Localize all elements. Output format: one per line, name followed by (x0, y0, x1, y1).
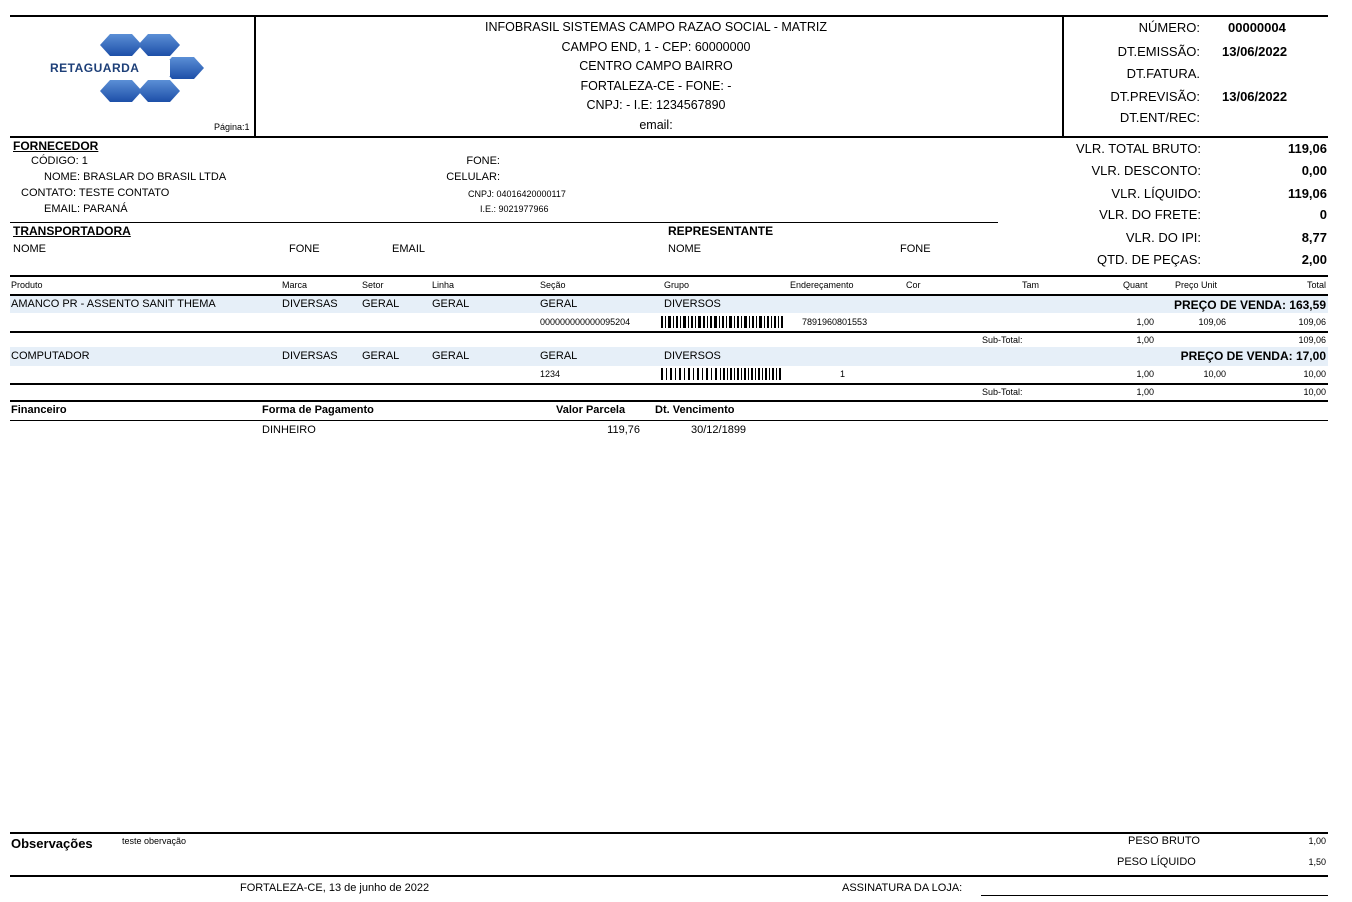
item-codigo: 1234 (540, 369, 561, 379)
col-preco: Preço Unit (1175, 280, 1218, 290)
header-bottom-border (10, 136, 1328, 138)
total-label: QTD. DE PEÇAS: (1096, 252, 1201, 267)
header-divider-right (1062, 15, 1064, 137)
total-label: VLR. TOTAL BRUTO: (1076, 141, 1201, 156)
fornecedor-ie: I.E.: 9021977966 (480, 204, 549, 214)
col-linha: Linha (432, 280, 455, 290)
company-cnpj: CNPJ: - I.E: 1234567890 (586, 98, 726, 113)
col-secao: Seção (540, 280, 566, 290)
forma-pagamento-label: Forma de Pagamento (262, 404, 374, 416)
valor-parcela-label: Valor Parcela (556, 404, 626, 416)
item-divider (10, 331, 1328, 333)
cidade-data: FORTALEZA-CE, 13 de junho de 2022 (240, 882, 430, 894)
representante-fone: FONE (900, 243, 931, 255)
total-value: 8,77 (1301, 230, 1327, 245)
logo-text: RETAGUARDA (50, 61, 140, 75)
item-ean: 1 (840, 369, 846, 379)
item-setor: GERAL (362, 350, 400, 362)
item-linha: GERAL (432, 298, 470, 310)
subtotal-label: Sub-Total: (982, 387, 1023, 397)
col-cor: Cor (906, 280, 921, 290)
item-ean: 7891960801553 (802, 317, 868, 327)
col-setor: Setor (362, 280, 384, 290)
item-quant: 1,00 (1136, 369, 1154, 379)
items-top-border (10, 275, 1328, 277)
fornecedor-celular: CELULAR: (446, 171, 500, 183)
item-total: 10,00 (1303, 369, 1326, 379)
company-district: CENTRO CAMPO BAIRRO (579, 59, 733, 74)
footer-bottom-border (10, 875, 1328, 877)
subtotal-quant: 1,00 (1136, 387, 1154, 397)
item-linha: GERAL (432, 350, 470, 362)
col-quant: Quant (1123, 280, 1148, 290)
footer-top-border (10, 832, 1328, 834)
assinatura-line (981, 895, 1328, 896)
transportadora-nome: NOME (13, 243, 46, 255)
peso-liquido-value: 1,50 (1308, 857, 1326, 867)
peso-bruto-value: 1,00 (1308, 836, 1326, 846)
total-label: VLR. DO FRETE: (1099, 207, 1201, 222)
numero-value: 00000004 (1228, 20, 1286, 35)
valor-parcela-value: 119,76 (607, 424, 640, 436)
item-marca: DIVERSAS (282, 298, 338, 310)
peso-bruto-label: PESO BRUTO (1128, 835, 1200, 847)
fornecedor-fone: FONE: (466, 155, 500, 167)
fornecedor-nome: NOME: BRASLAR DO BRASIL LTDA (44, 171, 227, 183)
fatura-label: DT.FATURA. (1126, 66, 1200, 81)
transportadora-email: EMAIL (392, 243, 426, 255)
entrec-label: DT.ENT/REC: (1119, 110, 1200, 125)
col-tam: Tam (1022, 280, 1040, 290)
peso-liquido-label: PESO LÍQUIDO (1117, 856, 1196, 868)
total-value: 119,06 (1287, 186, 1327, 201)
transportadora-title: TRANSPORTADORA (13, 224, 131, 238)
financeiro-title: Financeiro (11, 404, 67, 416)
retaguarda-logo (40, 30, 220, 106)
col-enderecamento: Endereçamento (790, 280, 854, 290)
item-total: 109,06 (1298, 317, 1326, 327)
total-label: VLR. DESCONTO: (1091, 163, 1201, 178)
company-name: INFOBRASIL SISTEMAS CAMPO RAZAO SOCIAL - MATRIZ (485, 20, 827, 34)
section-divider (10, 222, 998, 223)
company-info (256, 18, 1056, 136)
financeiro-divider (10, 420, 1328, 421)
fornecedor-contato: CONTATO: TESTE CONTATO (21, 187, 170, 199)
barcode-icon (661, 316, 783, 328)
subtotal-total: 109,06 (1298, 335, 1326, 345)
fornecedor-email: EMAIL: PARANÁ (44, 203, 128, 215)
subtotal-total: 10,00 (1303, 387, 1326, 397)
col-total: Total (1306, 280, 1326, 290)
previsao-label: DT.PREVISÃO: (1110, 89, 1200, 104)
subtotal-label: Sub-Total: (982, 335, 1023, 345)
item-secao: GERAL (540, 298, 578, 310)
item-preco-venda: PREÇO DE VENDA: 163,59 (1173, 298, 1326, 312)
company-address: CAMPO END, 1 - CEP: 60000000 (561, 39, 751, 54)
item-codigo: 000000000000095204 (540, 317, 631, 327)
forma-pagamento-value: DINHEIRO (262, 424, 316, 436)
fornecedor-codigo: CÓDIGO: 1 (31, 155, 88, 167)
item-divider (10, 383, 1328, 385)
item-secao: GERAL (540, 350, 578, 362)
header-top-border (10, 15, 1328, 17)
assinatura-label: ASSINATURA DA LOJA: (842, 882, 963, 894)
item-grupo: DIVERSOS (664, 350, 721, 362)
previsao-value: 13/06/2022 (1222, 89, 1288, 104)
vencimento-value: 30/12/1899 (691, 424, 747, 436)
item-preco-venda: PREÇO DE VENDA: 17,00 (1180, 349, 1326, 363)
representante-nome: NOME (668, 243, 701, 255)
item-setor: GERAL (362, 298, 400, 310)
barcode-icon (661, 368, 783, 380)
item-grupo: DIVERSOS (664, 298, 721, 310)
transportadora-fone: FONE (289, 243, 320, 255)
total-value: 119,06 (1287, 141, 1327, 156)
item-preco: 109,06 (1198, 317, 1226, 327)
observacoes-label: Observações (11, 836, 93, 851)
fornecedor-title: FORNECEDOR (13, 139, 99, 153)
total-value: 0,00 (1301, 163, 1327, 178)
observacoes-text: teste obervação (122, 836, 187, 846)
total-label: VLR. LÍQUIDO: (1111, 186, 1201, 201)
item-preco: 10,00 (1203, 369, 1226, 379)
total-value: 2,00 (1301, 252, 1327, 267)
subtotal-quant: 1,00 (1136, 335, 1154, 345)
col-grupo: Grupo (664, 280, 690, 290)
company-city-phone: FORTALEZA-CE - FONE: - (580, 78, 732, 93)
emissao-value: 13/06/2022 (1222, 44, 1288, 59)
item-quant: 1,00 (1136, 317, 1154, 327)
company-email: email: (639, 117, 673, 132)
item-produto: AMANCO PR - ASSENTO SANIT THEMA (11, 298, 216, 310)
item-marca: DIVERSAS (282, 350, 338, 362)
items-bottom-border (10, 400, 1328, 402)
total-label: VLR. DO IPI: (1125, 230, 1201, 245)
page-number: Página:1 (214, 122, 250, 132)
col-marca: Marca (282, 280, 308, 290)
total-value: 0 (1319, 207, 1327, 222)
representante-title: REPRESENTANTE (668, 224, 774, 238)
vencimento-label: Dt. Vencimento (655, 404, 735, 416)
fornecedor-cnpj: CNPJ: 04016420000117 (468, 189, 566, 199)
numero-label: NÚMERO: (1138, 20, 1200, 35)
emissao-label: DT.EMISSÃO: (1117, 44, 1200, 59)
col-produto: Produto (11, 280, 43, 290)
item-produto: COMPUTADOR (11, 350, 90, 362)
